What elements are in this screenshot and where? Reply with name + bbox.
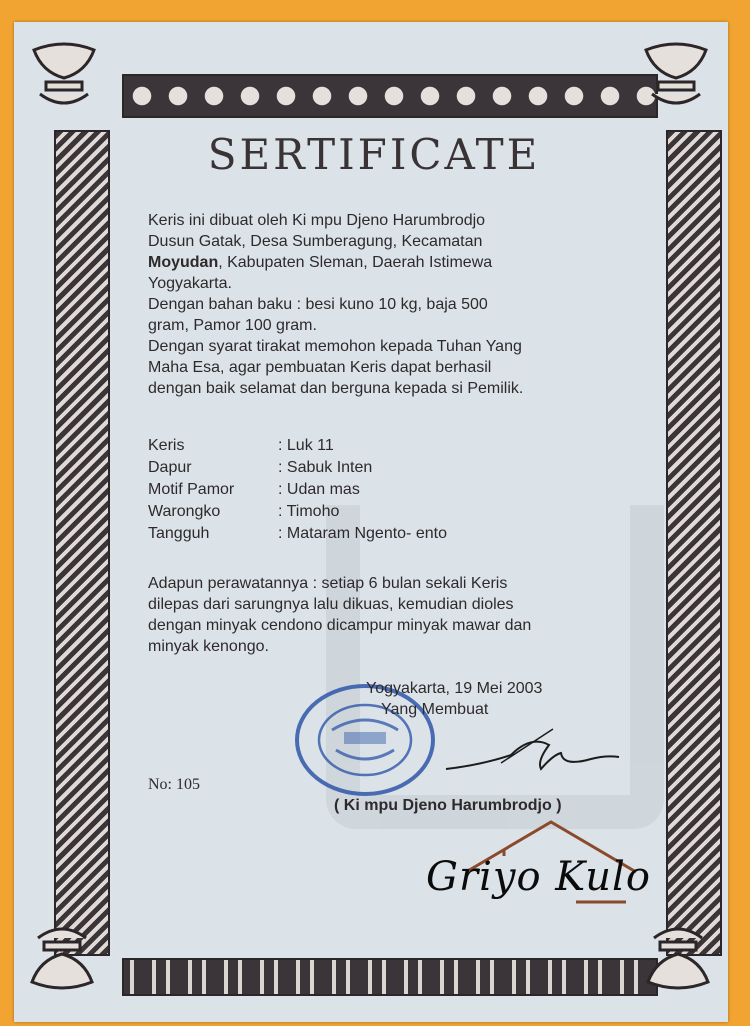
corner-ornament-bottom-right [640, 924, 716, 990]
handwritten-signature [441, 725, 621, 785]
detail-key: Dapur [148, 459, 192, 476]
place-date: Yogyakarta, 19 Mei 2003 [366, 680, 543, 697]
certificate-title: SERTIFICATE [207, 130, 541, 179]
detail-key: Motif Pamor [148, 481, 235, 498]
certificate-body [96, 100, 652, 930]
corner-ornament-top-left [26, 42, 102, 108]
intro-line: Keris ini dibuat oleh Ki mpu Djeno Harumbrodjo [148, 212, 486, 229]
detail-row [148, 435, 447, 457]
keris-details-table [148, 435, 447, 545]
care-line: minyak kenongo. [148, 638, 269, 655]
intro-paragraph [148, 210, 608, 399]
detail-key: Keris [148, 437, 185, 454]
signer-name: ( Ki mpu Djeno Harumbrodjo ) [334, 797, 562, 814]
detail-value: : Udan mas [278, 481, 360, 498]
corner-ornament-bottom-left [24, 924, 100, 990]
corner-ornament-top-right [638, 42, 714, 108]
care-paragraph [148, 573, 608, 657]
detail-row [148, 501, 447, 523]
detail-key: Tangguh [148, 525, 210, 542]
intro-line: Dengan bahan baku : besi kuno 10 kg, baja 500 [148, 296, 488, 313]
care-line: dengan minyak cendono dicampur minyak mawar dan [148, 617, 532, 634]
detail-value: : Timoho [278, 503, 340, 520]
official-stamp [292, 680, 438, 800]
intro-line: Dusun Gatak, Desa Sumberagung, Kecamatan [148, 233, 483, 250]
intro-line: Yogyakarta. [148, 275, 232, 292]
griyo-kulo-logo [426, 820, 656, 920]
intro-line: Dengan syarat tirakat memohon kepada Tuhan Yang [148, 338, 522, 355]
logo-lettering: Griyo Kulo [426, 854, 651, 900]
ornament-border-right [666, 130, 722, 956]
detail-value: : Sabuk Inten [278, 459, 373, 476]
intro-line: Moyudan, Kabupaten Sleman, Daerah Istimewa [148, 254, 493, 271]
care-line: Adapun perawatannya : setiap 6 bulan sekali Keris [148, 575, 508, 592]
intro-line: Maha Esa, agar pembuatan Keris dapat berhasil [148, 359, 492, 376]
detail-value: : Luk 11 [278, 437, 334, 454]
detail-row [148, 479, 447, 501]
care-line: dilepas dari sarungnya lalu dikuas, kemudian dioles [148, 596, 514, 613]
detail-row [148, 457, 447, 479]
maker-label: Yang Membuat [381, 701, 489, 718]
detail-key: Warongko [148, 503, 221, 520]
ornament-border-bottom [122, 958, 658, 996]
detail-row [148, 523, 447, 545]
intro-line: dengan baik selamat dan berguna kepada si Pemilik. [148, 380, 524, 397]
certificate-number: No: 105 [148, 776, 200, 793]
detail-value: : Mataram Ngento- ento [278, 525, 447, 542]
intro-line: gram, Pamor 100 gram. [148, 317, 317, 334]
